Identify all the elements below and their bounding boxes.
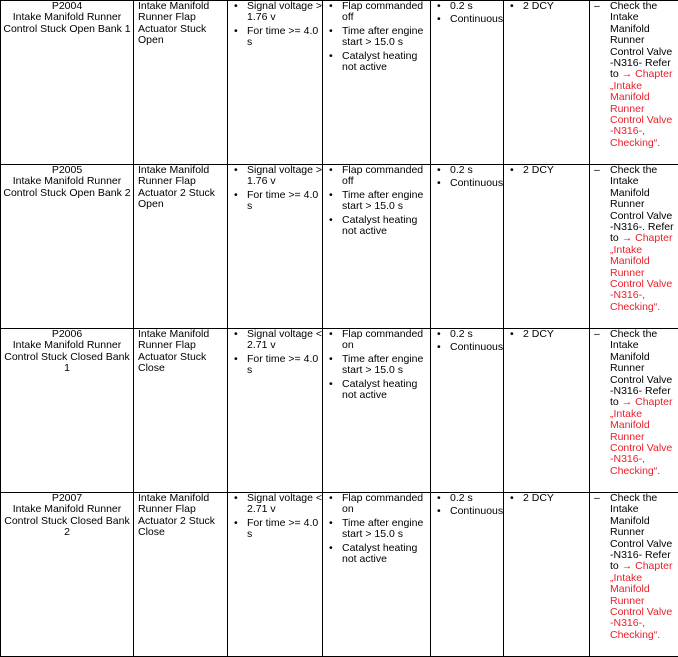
list-item: • 2 DCY [523,165,589,176]
table-row [1,493,678,657]
dash-bullet: – [594,165,600,176]
enable-criteria-list [323,165,430,237]
list-item: • Signal voltage > 1.76 v [247,165,322,188]
list-item: • Catalyst heating not active [342,379,430,402]
enable-criteria-cell [323,493,431,657]
conditions-cell [228,329,323,493]
monitoring-cell [431,1,504,165]
mil-list [504,165,589,176]
mil-cell [504,1,590,165]
monitoring-list [431,165,503,190]
mil-list [504,1,589,12]
fault-description-cell [134,329,228,493]
list-item: • 2 DCY [523,329,589,340]
list-item: • Time after engine start > 15.0 s [342,26,430,49]
monitoring-list [431,1,503,26]
list-item: • Signal voltage < 2.71 v [247,329,322,352]
action-text: Check the Intake Manifold Runner Control Valve -N316-. Refer to [610,164,674,244]
fault-code-cell [1,493,134,657]
list-item: • Flap commanded off [342,1,430,24]
fault-code: P2005 [1,165,133,176]
fault-title: Intake Manifold Runner Control Stuck Closed Bank 1 [1,340,133,374]
enable-criteria-list [323,329,430,401]
list-item: • Catalyst heating not active [342,215,430,238]
action-text: Check the Intake Manifold Runner Control Valve -N316- Refer to [610,328,672,408]
conditions-cell [228,1,323,165]
monitoring-list [431,493,503,518]
enable-criteria-cell [323,329,431,493]
fault-code-cell [1,329,134,493]
chapter-link[interactable]: → Chapter „Intake Manifold Runner Control Valve -N316-, Checking“. [610,396,672,476]
list-item: • 0.2 s [450,493,503,504]
table-row [1,329,678,493]
list-item: • Continuous [450,178,503,189]
conditions-list [228,493,322,541]
list-item: • Flap commanded on [342,329,430,352]
fault-code-cell [1,1,134,165]
mil-list [504,329,589,340]
fault-description-cell [134,1,228,165]
dtc-table-body [1,1,678,657]
monitoring-list [431,329,503,354]
chapter-link[interactable]: → Chapter „Intake Manifold Runner Control Valve -N316-, Checking“. [610,560,672,640]
fault-code: P2006 [1,329,133,340]
action-cell [590,329,678,493]
mil-cell [504,493,590,657]
list-item: • 2 DCY [523,493,589,504]
conditions-cell [228,165,323,329]
action-text: Check the Intake Manifold Runner Control Valve -N316- Refer to [610,0,672,80]
list-item: • Continuous [450,342,503,353]
mil-cell [504,165,590,329]
fault-description: Intake Manifold Runner Flap Actuator 2 Stuck Open [134,165,227,211]
fault-description: Intake Manifold Runner Flap Actuator Stuck Close [134,329,227,375]
mil-list [504,493,589,504]
list-item: • 0.2 s [450,1,503,12]
list-item: • For time >= 4.0 s [247,26,322,49]
list-item: • Flap commanded on [342,493,430,516]
list-item: • Continuous [450,506,503,517]
list-item: • Time after engine start > 15.0 s [342,518,430,541]
list-item: • For time >= 4.0 s [247,354,322,377]
conditions-list [228,165,322,213]
fault-code: P2004 [1,1,133,12]
list-item: • Flap commanded off [342,165,430,188]
monitoring-cell [431,329,504,493]
fault-description: Intake Manifold Runner Flap Actuator 2 Stuck Close [134,493,227,539]
action-text: Check the Intake Manifold Runner Control Valve -N316- Refer to [610,492,672,572]
table-row [1,1,678,165]
action-cell [590,165,678,329]
list-item: • Signal voltage < 2.71 v [247,493,322,516]
monitoring-cell [431,493,504,657]
fault-description: Intake Manifold Runner Flap Actuator Stuck Open [134,1,227,47]
dash-bullet: – [594,1,600,12]
fault-title: Intake Manifold Runner Control Stuck Open Bank 2 [1,176,133,199]
chapter-link[interactable]: → Chapter „Intake Manifold Runner Control Valve -N316-, Checking“. [610,232,672,312]
list-item: • Signal voltage > 1.76 v [247,1,322,24]
list-item: • For time >= 4.0 s [247,190,322,213]
enable-criteria-list [323,1,430,73]
fault-description-cell [134,165,228,329]
mil-cell [504,329,590,493]
fault-title: Intake Manifold Runner Control Stuck Open Bank 1 [1,12,133,35]
action-cell [590,1,678,165]
fault-code: P2007 [1,493,133,504]
conditions-list [228,1,322,49]
conditions-list [228,329,322,377]
enable-criteria-cell [323,165,431,329]
list-item: • 2 DCY [523,1,589,12]
list-item: • Catalyst heating not active [342,51,430,74]
table-row [1,165,678,329]
list-item: • 0.2 s [450,329,503,340]
list-item: • 0.2 s [450,165,503,176]
enable-criteria-cell [323,1,431,165]
list-item: • Time after engine start > 15.0 s [342,354,430,377]
list-item: • For time >= 4.0 s [247,518,322,541]
fault-title: Intake Manifold Runner Control Stuck Closed Bank 2 [1,504,133,538]
dash-bullet: – [594,493,600,504]
list-item: • Continuous [450,14,503,25]
action-cell [590,493,678,657]
enable-criteria-list [323,493,430,565]
chapter-link[interactable]: → Chapter „Intake Manifold Runner Control Valve -N316-, Checking“. [610,68,672,148]
monitoring-cell [431,165,504,329]
list-item: • Catalyst heating not active [342,543,430,566]
list-item: • Time after engine start > 15.0 s [342,190,430,213]
fault-code-cell [1,165,134,329]
conditions-cell [228,493,323,657]
dash-bullet: – [594,329,600,340]
fault-description-cell [134,493,228,657]
